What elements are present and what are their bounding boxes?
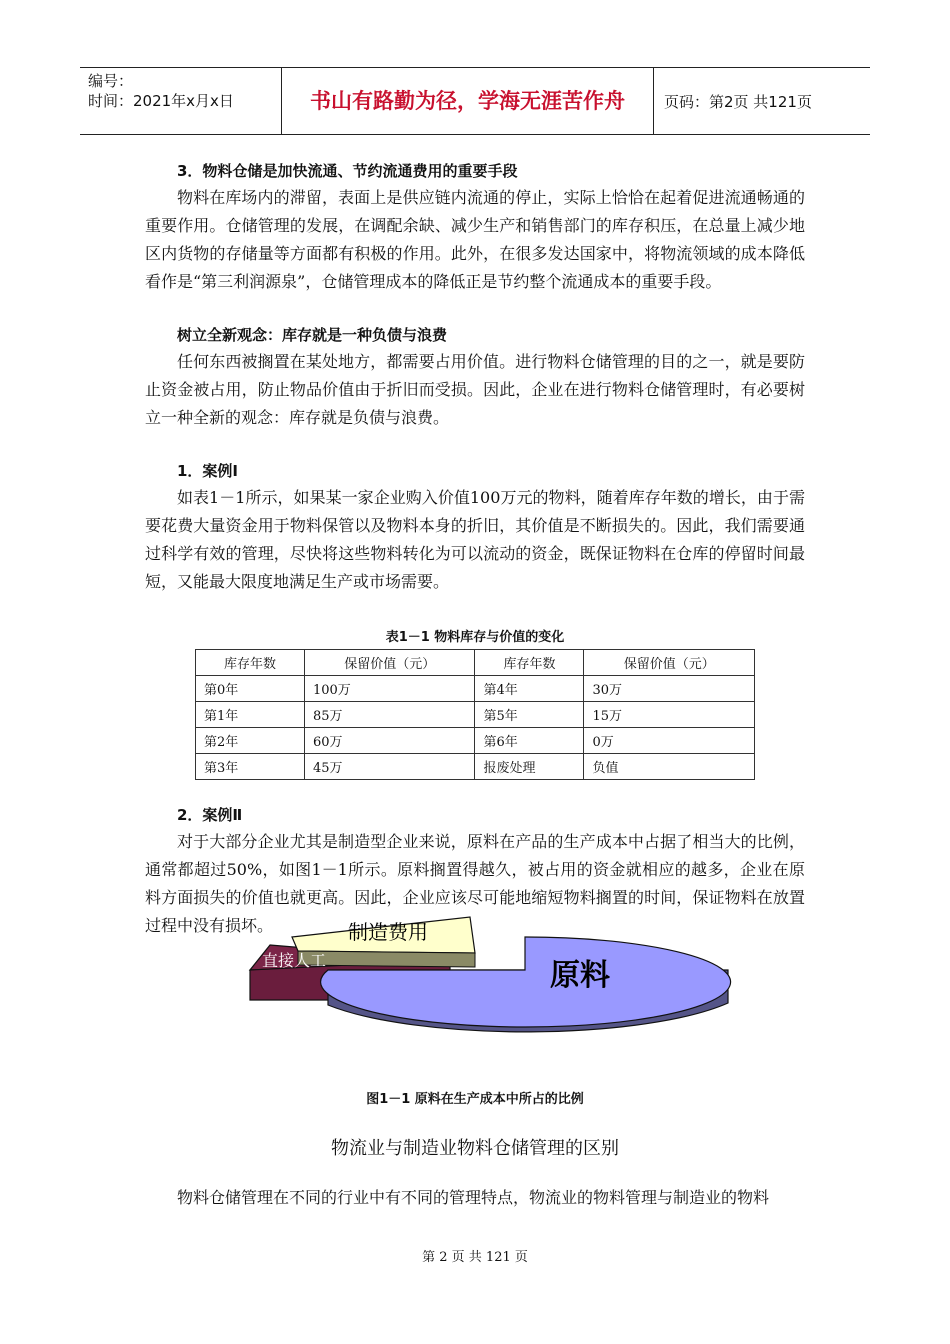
- date-label: 时间：2021年x月x日: [88, 92, 234, 110]
- header-page-info: 页码：第2页 共121页: [664, 93, 812, 111]
- table-cell: 100万: [304, 676, 475, 702]
- table-row: [196, 676, 755, 702]
- table-cell: 45万: [304, 754, 475, 780]
- case2-body: 对于大部分企业尤其是制造型企业来说，原料在产品的生产成本中占据了相当大的比例，通常都超过50%，如图1－1所示。原料搁置得越久，被占用的资金就相应的越多，企业在原料方面损失的价值也就更高。因此，企业应该尽可能地缩短物料搁置的时间，保证物料在放置过程中没有损坏。: [145, 832, 805, 935]
- table-cell: 第6年: [475, 728, 584, 754]
- table-header-cell: 保留价值（元）: [584, 650, 755, 676]
- case1-body: 如表1－1所示，如果某一家企业购入价值100万元的物料，随着库存年数的增长，由于需要花费大量资金用于物料保管以及物料本身的折旧，其价值是不断损失的。因此，我们需要通过科学有效的管理，尽快将这些物料转化为可以流动的资金，既保证物料在仓库的停留时间最短，又能最大限度地满足生产或市场需要。: [145, 488, 805, 591]
- pie-label-raw: 原料: [550, 959, 610, 992]
- table-header-row: [196, 650, 755, 676]
- table-cell: 报废处理: [475, 754, 584, 780]
- table-cell: 第4年: [475, 676, 584, 702]
- table-row: [196, 754, 755, 780]
- table-cell: 85万: [304, 702, 475, 728]
- table-cell: 30万: [584, 676, 755, 702]
- sub-heading: 物流业与制造业物料仓储管理的区别: [331, 1138, 619, 1159]
- page-header: [80, 67, 870, 135]
- table-cell: 第1年: [196, 702, 305, 728]
- table-header-cell: 库存年数: [196, 650, 305, 676]
- cost-pie-chart: [240, 915, 740, 1085]
- section3-body: 物料在库场内的滞留，表面上是供应链内流通的停止，实际上恰恰在起着促进流通畅通的重要作用。仓储管理的发展，在调配余缺、减少生产和销售部门的库存积压，在总量上减少地区内货物的存储量等方面都有积极的作用。此外，在很多发达国家中，将物流领域的成本降低看作是“第三利润源泉”，仓储管理成本的降低正是节约整个流通成本的重要手段。: [145, 188, 805, 291]
- table-cell: 第0年: [196, 676, 305, 702]
- figure-caption: 图1－1 原料在生产成本中所占的比例: [366, 1092, 584, 1107]
- table-cell: 60万: [304, 728, 475, 754]
- table-cell: 负值: [584, 754, 755, 780]
- table-cell: 第5年: [475, 702, 584, 728]
- case2-title: 2．案例Ⅱ: [177, 806, 243, 824]
- table-cell: 15万: [584, 702, 755, 728]
- last-paragraph: 物料仓储管理在不同的行业中有不同的管理特点，物流业的物料管理与制造业的物料: [177, 1188, 770, 1207]
- table-header-cell: 库存年数: [475, 650, 584, 676]
- main-content: [145, 158, 805, 940]
- pie-label-direct-labor: 直接人工: [262, 953, 327, 970]
- concept-title: 树立全新观念：库存就是一种负债与浪费: [177, 326, 448, 344]
- pie-label-overhead: 制造费用: [348, 922, 428, 944]
- number-label: 编号：: [88, 72, 134, 90]
- table-title: 表1－1 物料库存与价值的变化: [385, 630, 565, 645]
- header-meta: [80, 68, 282, 134]
- table-cell: 第3年: [196, 754, 305, 780]
- case1-title: 1．案例Ⅰ: [177, 462, 239, 480]
- table-header-cell: 保留价值（元）: [304, 650, 475, 676]
- table-row: [196, 702, 755, 728]
- page-footer: 第 2 页 共 121 页: [422, 1250, 528, 1265]
- table-cell: 0万: [584, 728, 755, 754]
- inventory-value-table: [195, 649, 755, 780]
- table-cell: 第2年: [196, 728, 305, 754]
- header-motto: 书山有路勤为径，学海无涯苦作舟: [282, 68, 654, 134]
- section3-title: 3．物料仓储是加快流通、节约流通费用的重要手段: [177, 162, 518, 180]
- concept-body: 任何东西被搁置在某处地方，都需要占用价值。进行物料仓储管理的目的之一，就是要防止资金被占用，防止物品价值由于折旧而受损。因此，企业在进行物料仓储管理时，有必要树立一种全新的观念：库存就是负债与浪费。: [145, 352, 805, 427]
- table-row: [196, 728, 755, 754]
